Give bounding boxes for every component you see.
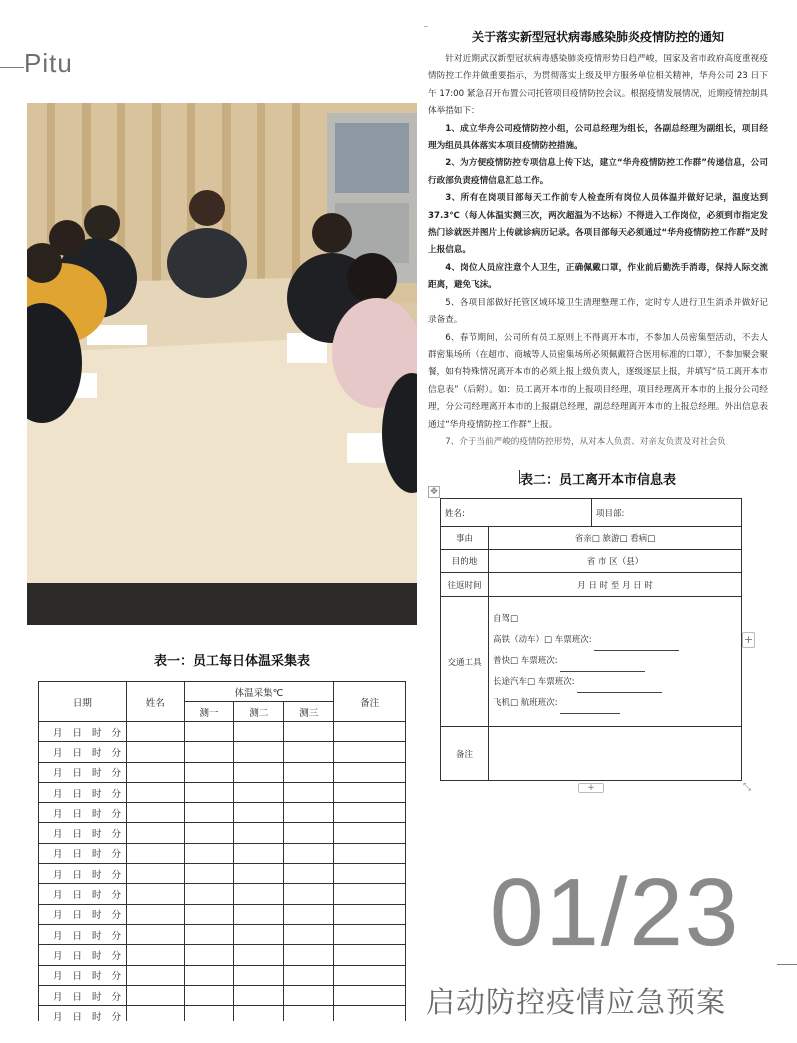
table-cell[interactable] bbox=[126, 924, 184, 944]
table-cell[interactable] bbox=[284, 924, 334, 944]
destination-field[interactable]: 省 市 区（县） bbox=[489, 550, 742, 573]
table-cell[interactable] bbox=[334, 924, 406, 944]
table-cell[interactable] bbox=[334, 884, 406, 904]
table2-title: 表二：员工离开本市信息表 bbox=[520, 473, 677, 488]
table-row bbox=[39, 1006, 406, 1021]
table-cell[interactable] bbox=[334, 1006, 406, 1021]
notice-paragraph: 4、岗位人员应注意个人卫生，正确佩戴口罩，作业前后勤洗手消毒，保持人际交流距离，避免飞沫。 bbox=[428, 262, 768, 291]
transport-option[interactable]: 飞机□ 航班班次: bbox=[493, 698, 558, 708]
col-t2: 测二 bbox=[234, 702, 284, 722]
notice-title: 关于落实新型冠状病毒感染肺炎疫情防控的通知 bbox=[471, 30, 724, 44]
table-cell[interactable] bbox=[234, 762, 284, 782]
notice-paragraph: 针对近期武汉新型冠状病毒感染肺炎疫情形势日趋严峻，国家及省市政府高度重视疫情防控工作并做重要指示，为贯彻落实上级及甲方服务单位相关精神，华舟公司 23 日下午 17:00 紧急召开布置公司托管项目疫情防控会议。根据疫情发展情况，近期疫情控制具体举措如下： bbox=[428, 54, 768, 117]
meeting-photo bbox=[27, 103, 417, 625]
date-cell: 月 日 时 分 bbox=[39, 782, 127, 802]
table-cell[interactable] bbox=[126, 1006, 184, 1021]
table-cell[interactable] bbox=[184, 864, 234, 884]
name-field[interactable]: 姓名: bbox=[441, 499, 592, 527]
table-cell[interactable] bbox=[284, 864, 334, 884]
date-cell: 月 日 时 分 bbox=[39, 843, 127, 863]
reason-label: 事由 bbox=[441, 527, 489, 550]
table-cell[interactable] bbox=[284, 762, 334, 782]
table-cell[interactable] bbox=[126, 803, 184, 823]
table-row bbox=[39, 722, 406, 742]
table-cell[interactable] bbox=[126, 722, 184, 742]
table-cell[interactable] bbox=[184, 904, 234, 924]
table-cell[interactable] bbox=[334, 782, 406, 802]
transport-option[interactable]: 长途汽车□ 车票班次: bbox=[493, 677, 575, 687]
resize-icon[interactable]: ⤡ bbox=[743, 782, 751, 793]
col-name: 姓名 bbox=[126, 682, 184, 722]
table-cell[interactable] bbox=[284, 803, 334, 823]
blank-line bbox=[594, 643, 679, 651]
table-cell[interactable] bbox=[234, 782, 284, 802]
notice-paragraph: 2、为方便疫情防控专项信息上传下达，建立“华舟疫情防控工作群”传递信息，公司行政部负责疫情信息汇总工作。 bbox=[428, 158, 768, 186]
table-cell[interactable] bbox=[284, 722, 334, 742]
table-cell[interactable] bbox=[334, 843, 406, 863]
table-cell[interactable] bbox=[184, 722, 234, 742]
table-row bbox=[39, 803, 406, 823]
table-cell[interactable] bbox=[334, 945, 406, 965]
table-cell[interactable] bbox=[334, 823, 406, 843]
transport-option[interactable]: 自驾□ bbox=[493, 614, 519, 624]
brand-line bbox=[0, 67, 24, 68]
table-cell[interactable] bbox=[126, 864, 184, 884]
table-cell[interactable] bbox=[284, 965, 334, 985]
table-cell[interactable] bbox=[184, 965, 234, 985]
table-cell[interactable] bbox=[334, 722, 406, 742]
table-row bbox=[39, 924, 406, 944]
col-t1: 测一 bbox=[184, 702, 234, 722]
table-cell[interactable] bbox=[126, 985, 184, 1005]
big-date-number: 01/23 bbox=[490, 859, 741, 966]
date-cell: 月 日 时 分 bbox=[39, 762, 127, 782]
date-cell: 月 日 时 分 bbox=[39, 722, 127, 742]
remark-label: 备注 bbox=[441, 727, 489, 781]
table-cell[interactable] bbox=[184, 843, 234, 863]
table2-leave-city-form bbox=[440, 498, 742, 781]
table-row bbox=[39, 843, 406, 863]
table-row bbox=[39, 762, 406, 782]
date-cell: 月 日 时 分 bbox=[39, 823, 127, 843]
table-cell[interactable] bbox=[184, 762, 234, 782]
table-cell[interactable] bbox=[284, 945, 334, 965]
table-cell[interactable] bbox=[234, 884, 284, 904]
date-cell: 月 日 时 分 bbox=[39, 742, 127, 762]
table-cell[interactable] bbox=[184, 803, 234, 823]
table-row bbox=[39, 864, 406, 884]
date-cell: 月 日 时 分 bbox=[39, 864, 127, 884]
date-cell: 月 日 时 分 bbox=[39, 884, 127, 904]
table-cell[interactable] bbox=[334, 864, 406, 884]
table-cell[interactable] bbox=[234, 945, 284, 965]
table-move-handle-icon[interactable]: ✥ bbox=[428, 486, 440, 498]
date-cell: 月 日 时 分 bbox=[39, 924, 127, 944]
table-cell[interactable] bbox=[334, 985, 406, 1005]
table-cell[interactable] bbox=[234, 924, 284, 944]
brand-logo: Pitu bbox=[24, 48, 73, 78]
table-cell[interactable] bbox=[284, 742, 334, 762]
time-field[interactable]: 月 日 时 至 月 日 时 bbox=[489, 573, 742, 597]
table-cell[interactable] bbox=[184, 985, 234, 1005]
notice-document bbox=[428, 28, 768, 451]
table-cell[interactable] bbox=[284, 1006, 334, 1021]
add-column-icon[interactable]: + bbox=[743, 633, 754, 646]
table-cell[interactable] bbox=[334, 904, 406, 924]
notice-paragraph: 1、成立华舟公司疫情防控小组，公司总经理为组长，各副总经理为副组长，项目经理为组员具体落实本项目疫情防控措施。 bbox=[428, 123, 768, 152]
transport-field[interactable] bbox=[489, 597, 742, 727]
table-cell[interactable] bbox=[184, 884, 234, 904]
time-label: 往返时间 bbox=[441, 573, 489, 597]
table-cell[interactable] bbox=[334, 965, 406, 985]
table-cell[interactable] bbox=[126, 762, 184, 782]
table1-title: 表一：员工每日体温采集表 bbox=[153, 654, 310, 669]
table-cell[interactable] bbox=[126, 742, 184, 762]
table-cell[interactable] bbox=[234, 823, 284, 843]
add-row-icon[interactable]: + bbox=[578, 783, 604, 793]
table-cell[interactable] bbox=[284, 843, 334, 863]
blank-line bbox=[577, 685, 662, 693]
col-temp: 体温采集℃ bbox=[184, 682, 334, 702]
reason-options[interactable]: 省亲□ 旅游□ 看病□ bbox=[489, 527, 742, 550]
transport-option[interactable]: 高铁（动车）□ 车票班次: bbox=[493, 635, 592, 645]
table-cell[interactable] bbox=[334, 762, 406, 782]
table-cell[interactable] bbox=[126, 965, 184, 985]
table-cell[interactable] bbox=[126, 823, 184, 843]
table-cell[interactable] bbox=[284, 782, 334, 802]
table-cell[interactable] bbox=[284, 985, 334, 1005]
table-cell[interactable] bbox=[184, 823, 234, 843]
col-t3: 测三 bbox=[284, 702, 334, 722]
table-cell[interactable] bbox=[126, 843, 184, 863]
table-cell[interactable] bbox=[284, 823, 334, 843]
table-cell[interactable] bbox=[234, 803, 284, 823]
date-cell: 月 日 时 分 bbox=[39, 985, 127, 1005]
table-row bbox=[39, 823, 406, 843]
notice-paragraph: 7、介于当前严峻的疫情防控形势，从对本人负责、对亲友负责及对社会负 bbox=[445, 436, 726, 447]
destination-label: 目的地 bbox=[441, 550, 489, 573]
table-cell[interactable] bbox=[234, 985, 284, 1005]
table-cell[interactable] bbox=[184, 782, 234, 802]
transport-label: 交通工具 bbox=[441, 597, 489, 727]
table-row bbox=[39, 985, 406, 1005]
table-cell[interactable] bbox=[234, 965, 284, 985]
table-cell[interactable] bbox=[126, 945, 184, 965]
table-cell[interactable] bbox=[234, 904, 284, 924]
table-row bbox=[39, 945, 406, 965]
table-row bbox=[39, 904, 406, 924]
notice-paragraph: 6、春节期间，公司所有员工原则上不得离开本市，不参加人员密集型活动，不去人群密集场所（在超市、商城等人员密集场所必须佩戴符合医用标准的口罩），不参加聚会聚餐，如有特殊情况离开本市的必须上报上级负责人，逐级逐层上报，并填写“员工离开本市信息表”（后附）。如：员工离开本市的上报项目经理，项目经理离开本市的上报分公司经理，分公司经理离开本市的上报副总经理，副总经理离开本市的上报总经理。外出信息表通过“华舟疫情防控工作群”上报。 bbox=[428, 332, 768, 430]
table-row bbox=[39, 884, 406, 904]
table-cell[interactable] bbox=[334, 742, 406, 762]
table-cell[interactable] bbox=[126, 884, 184, 904]
table-row bbox=[39, 782, 406, 802]
notice-paragraph: 5、各项目部做好托管区域环境卫生清理整理工作，定时专人进行卫生消杀并做好记录备查。 bbox=[428, 297, 768, 326]
table-cell[interactable] bbox=[234, 742, 284, 762]
table1-wrapper bbox=[38, 681, 408, 1021]
blank-line bbox=[560, 664, 645, 672]
table-cell[interactable] bbox=[234, 864, 284, 884]
date-cell: 月 日 时 分 bbox=[39, 803, 127, 823]
date-cell: 月 日 时 分 bbox=[39, 1006, 127, 1021]
table-cell[interactable] bbox=[334, 803, 406, 823]
doc-edge bbox=[424, 26, 428, 27]
table-cell[interactable] bbox=[184, 924, 234, 944]
transport-option[interactable]: 普快□ 车票班次: bbox=[493, 656, 558, 666]
table-row bbox=[39, 742, 406, 762]
table-cell[interactable] bbox=[126, 782, 184, 802]
remark-field[interactable] bbox=[489, 727, 742, 781]
table-cell[interactable] bbox=[284, 904, 334, 924]
table-cell[interactable] bbox=[184, 1006, 234, 1021]
accent-line bbox=[777, 964, 797, 965]
table-cell[interactable] bbox=[234, 1006, 284, 1021]
table-row bbox=[39, 965, 406, 985]
page-subtitle: 启动防控疫情应急预案 bbox=[426, 985, 727, 1019]
table-cell[interactable] bbox=[234, 722, 284, 742]
date-cell: 月 日 时 分 bbox=[39, 945, 127, 965]
blank-line bbox=[560, 706, 620, 714]
table-cell[interactable] bbox=[184, 742, 234, 762]
col-remark: 备注 bbox=[334, 682, 406, 722]
table-cell[interactable] bbox=[126, 904, 184, 924]
date-cell: 月 日 时 分 bbox=[39, 965, 127, 985]
dept-field[interactable]: 项目部: bbox=[592, 499, 742, 527]
table1-temperature-log bbox=[38, 681, 406, 1021]
date-cell: 月 日 时 分 bbox=[39, 904, 127, 924]
table-cell[interactable] bbox=[184, 945, 234, 965]
notice-paragraph: 3、所有在岗项目部每天工作前专人检查所有岗位人员体温并做好记录，温度达到 37.3℃（每人体温实测三次，两次超温为不达标）不得进入工作岗位，必须到市指定发热门诊就医并图片上传就诊病历记录。各项目部每天必须通过“华舟疫情防控工作群”及时上报信息。 bbox=[428, 193, 768, 256]
col-date: 日期 bbox=[39, 682, 127, 722]
table-cell[interactable] bbox=[234, 843, 284, 863]
table-cell[interactable] bbox=[284, 884, 334, 904]
